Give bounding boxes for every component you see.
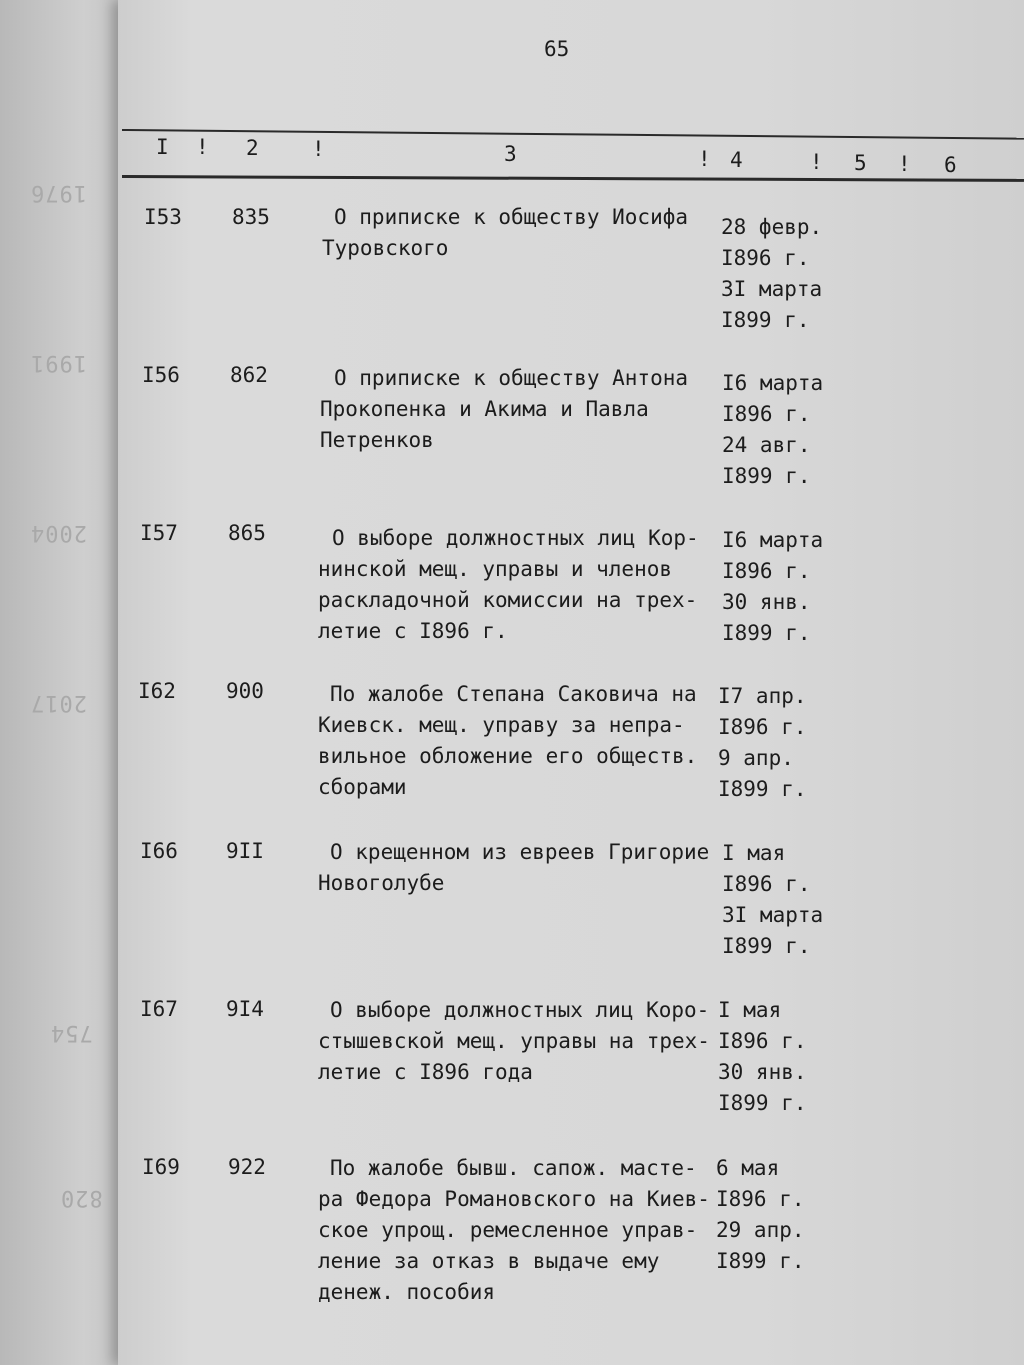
date-line: I899 г. bbox=[718, 1091, 807, 1115]
description-line: раскладочной комиссии на трех- bbox=[318, 588, 698, 612]
margin-number: 1991 bbox=[30, 350, 87, 375]
header-separator: ! bbox=[312, 137, 325, 161]
date-line: I896 г. bbox=[718, 1029, 807, 1053]
description-line: Киевск. мещ. управу за непра- bbox=[318, 713, 685, 737]
row-number: I62 bbox=[138, 679, 176, 703]
header-col-5: 5 bbox=[854, 151, 867, 175]
date-line: 9 апр. bbox=[718, 746, 794, 770]
date-line: 28 февр. bbox=[721, 215, 823, 239]
description-line: сборами bbox=[318, 775, 407, 799]
margin-number: 2017 bbox=[30, 690, 87, 715]
date-line: I899 г. bbox=[722, 934, 811, 958]
header-bottom-rule bbox=[122, 175, 1024, 182]
description-line: Петренков bbox=[320, 428, 434, 452]
description-line: ское упрощ. ремесленное управ- bbox=[318, 1218, 698, 1242]
date-line: I899 г. bbox=[722, 464, 811, 488]
description-line: денеж. пособия bbox=[318, 1280, 496, 1304]
description-line: стышевской мещ. управы на трех- bbox=[318, 1029, 710, 1053]
description-line: нинской мещ. управы и членов bbox=[318, 557, 673, 581]
date-line: I899 г. bbox=[722, 621, 811, 645]
margin-number: 754 bbox=[50, 1020, 93, 1045]
date-line: 3I марта bbox=[722, 903, 824, 927]
description-line: Прокопенка и Акима и Павла bbox=[320, 397, 649, 421]
row-number: I69 bbox=[142, 1155, 180, 1179]
description-line: летие с I896 года bbox=[318, 1060, 533, 1084]
date-line: I896 г. bbox=[722, 402, 811, 426]
date-line: 30 янв. bbox=[722, 590, 811, 614]
description-line: О приписке к обществу Антона bbox=[334, 366, 689, 390]
page-number: 65 bbox=[544, 37, 570, 61]
date-line: 29 апр. bbox=[716, 1218, 805, 1242]
margin-number: 2004 bbox=[30, 520, 87, 545]
date-line: I899 г. bbox=[718, 777, 807, 801]
description-line: летие с I896 г. bbox=[318, 619, 508, 643]
row-number: I57 bbox=[140, 521, 178, 545]
row-number: I53 bbox=[144, 205, 182, 229]
date-line: I6 марта bbox=[722, 528, 824, 552]
row-number: I67 bbox=[140, 997, 178, 1021]
header-separator: ! bbox=[810, 150, 823, 174]
date-line: 6 мая bbox=[716, 1156, 780, 1180]
row-number: I66 bbox=[140, 839, 178, 863]
document-page bbox=[118, 0, 1024, 1365]
file-number: 865 bbox=[228, 521, 266, 545]
description-line: ление за отказ в выдаче ему bbox=[318, 1249, 660, 1273]
header-col-1: I bbox=[156, 135, 169, 159]
date-line: I899 г. bbox=[721, 308, 810, 332]
date-line: I896 г. bbox=[722, 872, 811, 896]
date-line: 30 янв. bbox=[718, 1060, 807, 1084]
description-line: По жалобе Степана Саковича на bbox=[330, 682, 697, 706]
date-line: I мая bbox=[718, 998, 782, 1022]
description-line: О приписке к обществу Иосифа bbox=[334, 205, 689, 229]
margin-number: 1976 bbox=[30, 180, 87, 205]
file-number: 9I4 bbox=[226, 997, 264, 1021]
file-number: 922 bbox=[228, 1155, 266, 1179]
description-line: вильное обложение его обществ. bbox=[318, 744, 698, 768]
date-line: I899 г. bbox=[716, 1249, 805, 1273]
description-line: По жалобе бывш. сапож. масте- bbox=[330, 1156, 697, 1180]
margin-number: 820 bbox=[60, 1185, 103, 1210]
description-line: Новоголубе bbox=[318, 871, 445, 895]
header-separator: ! bbox=[898, 152, 911, 176]
date-line: 3I марта bbox=[721, 277, 823, 301]
file-number: 9II bbox=[226, 839, 264, 863]
file-number: 862 bbox=[230, 363, 268, 387]
date-line: I7 апр. bbox=[718, 684, 807, 708]
description-line: О выборе должностных лиц Кор- bbox=[332, 526, 699, 550]
date-line: I896 г. bbox=[721, 246, 810, 270]
file-number: 900 bbox=[226, 679, 264, 703]
header-col-3: 3 bbox=[504, 142, 517, 166]
header-separator: ! bbox=[196, 135, 209, 159]
header-col-4: 4 bbox=[730, 148, 743, 172]
header-col-6: 6 bbox=[944, 153, 957, 177]
date-line: I896 г. bbox=[718, 715, 807, 739]
date-line: I6 марта bbox=[722, 371, 824, 395]
description-line: О выборе должностных лиц Коро- bbox=[330, 998, 710, 1022]
description-line: О крещенном из евреев Григорие bbox=[330, 840, 710, 864]
header-separator: ! bbox=[698, 147, 711, 171]
description-line: Туровского bbox=[322, 236, 449, 260]
date-line: I896 г. bbox=[722, 559, 811, 583]
date-line: I896 г. bbox=[716, 1187, 805, 1211]
file-number: 835 bbox=[232, 205, 270, 229]
header-col-2: 2 bbox=[246, 136, 259, 160]
row-number: I56 bbox=[142, 363, 180, 387]
date-line: I мая bbox=[722, 841, 786, 865]
date-line: 24 авг. bbox=[722, 433, 811, 457]
description-line: ра Федора Романовского на Киев- bbox=[318, 1187, 710, 1211]
